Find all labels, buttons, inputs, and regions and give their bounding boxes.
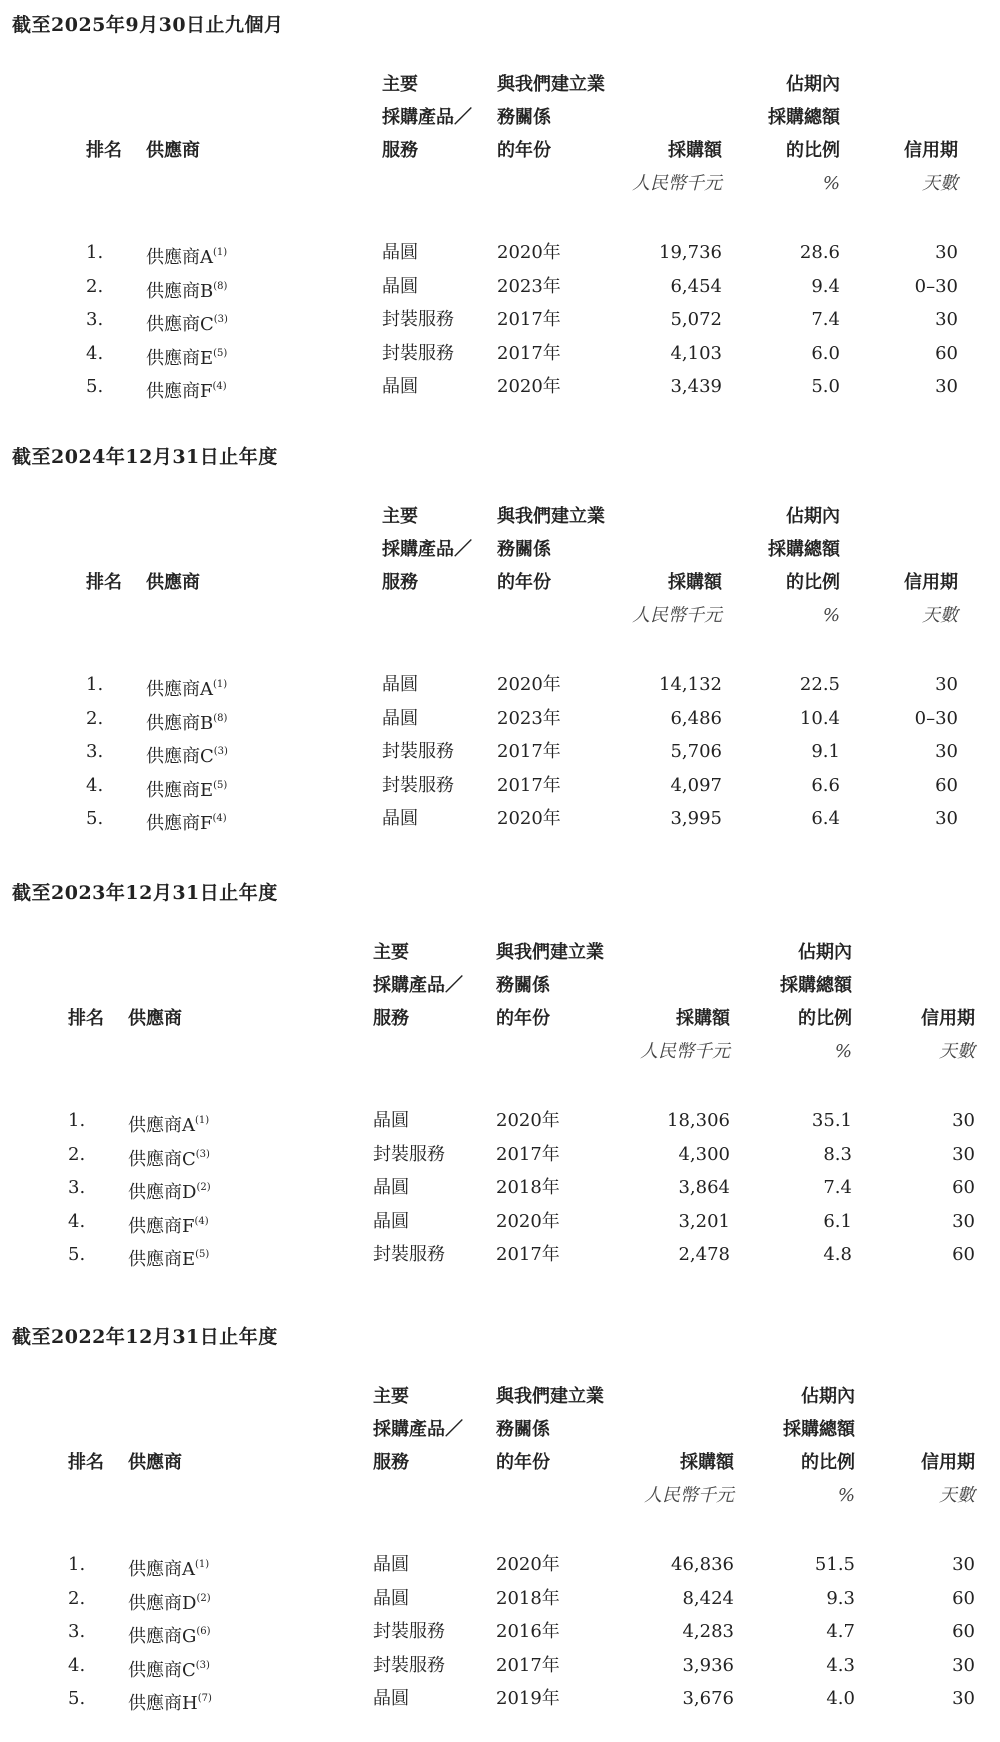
footnote-ref: (7) xyxy=(197,1693,212,1704)
header-product: 服務 xyxy=(382,140,418,161)
credit-unit: 天數 xyxy=(939,1041,975,1062)
row-supplier xyxy=(128,1554,209,1581)
row-year: 2017年 xyxy=(496,1244,560,1265)
row-product: 封裝服務 xyxy=(382,774,454,796)
row-amount: 4,283 xyxy=(682,1621,734,1642)
row-product: 晶圓 xyxy=(382,275,418,297)
row-credit: 30 xyxy=(935,242,958,263)
row-product: 晶圓 xyxy=(373,1554,409,1575)
row-credit: 0–30 xyxy=(914,707,958,729)
footnote-ref: (1) xyxy=(213,247,228,258)
row-supplier xyxy=(128,1588,211,1615)
row-ratio: 8.3 xyxy=(823,1143,852,1165)
header-years: 務關係 xyxy=(496,1419,550,1440)
row-amount: 5,706 xyxy=(670,741,722,762)
header-years: 的年份 xyxy=(496,1452,550,1473)
header-product: 服務 xyxy=(373,1452,409,1473)
row-supplier xyxy=(146,276,227,303)
row-credit: 30 xyxy=(952,1210,975,1232)
header-product: 主要 xyxy=(373,1386,409,1407)
row-amount: 14,132 xyxy=(659,674,722,695)
header-product: 採購產品／ xyxy=(373,975,463,996)
section-4 xyxy=(0,1322,1000,1742)
row-year: 2020年 xyxy=(497,376,561,397)
row-product: 晶圓 xyxy=(373,1688,409,1709)
header-amount: 採購額 xyxy=(680,1452,734,1473)
row-rank: 3. xyxy=(68,1621,86,1642)
header-amount: 採購額 xyxy=(676,1008,730,1029)
header-product: 主要 xyxy=(382,74,418,95)
row-supplier xyxy=(128,1110,209,1137)
row-amount: 4,300 xyxy=(678,1143,730,1165)
row-supplier xyxy=(146,708,227,735)
row-credit: 30 xyxy=(952,1554,975,1575)
row-credit: 30 xyxy=(935,674,958,695)
footnote-ref: (3) xyxy=(213,314,228,325)
credit-unit: 天數 xyxy=(939,1485,975,1506)
supplier-name: 供應商B xyxy=(146,712,214,734)
row-amount: 2,478 xyxy=(678,1244,730,1265)
row-ratio: 35.1 xyxy=(811,1110,852,1131)
section-title: 截至2024年12月31日止年度 xyxy=(12,446,278,468)
header-years: 務關係 xyxy=(496,975,550,996)
footnote-ref: (3) xyxy=(195,1148,210,1160)
header-product: 採購產品／ xyxy=(373,1419,463,1440)
row-credit: 30 xyxy=(952,1110,975,1131)
header-supplier: 供應商 xyxy=(146,140,200,161)
row-credit: 30 xyxy=(935,309,958,330)
row-year: 2017年 xyxy=(496,1143,560,1165)
row-year: 2016年 xyxy=(496,1621,560,1642)
row-supplier xyxy=(146,674,227,701)
row-product: 封裝服務 xyxy=(373,1654,445,1676)
header-ratio: 的比例 xyxy=(786,140,840,161)
supplier-name: 供應商G xyxy=(128,1626,197,1647)
row-supplier xyxy=(128,1211,209,1238)
row-rank: 2. xyxy=(68,1587,86,1609)
row-product: 封裝服務 xyxy=(373,1621,445,1642)
row-product: 晶圓 xyxy=(373,1210,409,1232)
section-3 xyxy=(0,878,1000,1298)
header-ratio: 的比例 xyxy=(798,1008,852,1029)
row-supplier xyxy=(146,775,227,802)
row-supplier xyxy=(146,343,227,370)
row-product: 晶圓 xyxy=(382,808,418,829)
footnote-ref: (6) xyxy=(196,1626,211,1637)
row-product: 晶圓 xyxy=(382,376,418,397)
row-amount: 3,439 xyxy=(670,376,722,397)
section-2 xyxy=(0,442,1000,862)
row-year: 2020年 xyxy=(497,674,561,695)
supplier-name: 供應商E xyxy=(146,779,214,801)
row-ratio: 6.4 xyxy=(811,808,840,829)
row-rank: 5. xyxy=(68,1688,86,1709)
row-credit: 0–30 xyxy=(914,275,958,297)
row-rank: 4. xyxy=(68,1210,86,1232)
row-supplier xyxy=(128,1177,211,1204)
row-year: 2017年 xyxy=(497,774,561,796)
row-credit: 60 xyxy=(952,1244,975,1265)
row-supplier xyxy=(128,1621,211,1648)
row-year: 2020年 xyxy=(496,1210,560,1232)
row-credit: 30 xyxy=(952,1143,975,1165)
header-ratio: 採購總額 xyxy=(783,1419,855,1440)
section-title: 截至2023年12月31日止年度 xyxy=(12,882,278,904)
row-year: 2017年 xyxy=(496,1654,560,1676)
row-ratio: 4.8 xyxy=(823,1244,852,1265)
row-supplier xyxy=(146,242,227,269)
row-credit: 60 xyxy=(935,342,958,364)
header-product: 服務 xyxy=(373,1008,409,1029)
row-ratio: 9.4 xyxy=(811,275,840,297)
footnote-ref: (8) xyxy=(213,712,228,724)
row-amount: 5,072 xyxy=(670,309,722,330)
supplier-name: 供應商A xyxy=(128,1559,195,1580)
header-years: 務關係 xyxy=(497,539,551,560)
credit-unit: 天數 xyxy=(922,173,958,194)
header-credit: 信用期 xyxy=(921,1452,975,1473)
row-credit: 30 xyxy=(935,741,958,762)
row-rank: 5. xyxy=(86,376,104,397)
row-credit: 60 xyxy=(935,774,958,796)
row-ratio: 4.7 xyxy=(826,1621,855,1642)
row-ratio: 6.0 xyxy=(811,342,840,364)
row-year: 2018年 xyxy=(496,1177,560,1198)
row-product: 晶圓 xyxy=(373,1587,409,1609)
row-rank: 3. xyxy=(68,1177,86,1198)
row-rank: 3. xyxy=(86,741,104,762)
row-product: 封裝服務 xyxy=(382,342,454,364)
header-ratio: 的比例 xyxy=(801,1452,855,1473)
row-ratio: 7.4 xyxy=(823,1177,852,1198)
supplier-name: 供應商D xyxy=(128,1592,197,1614)
row-supplier xyxy=(146,376,227,403)
row-ratio: 51.5 xyxy=(814,1554,855,1575)
amount-unit: 人民幣千元 xyxy=(632,605,722,626)
row-rank: 1. xyxy=(68,1110,86,1131)
row-rank: 4. xyxy=(86,774,104,796)
row-supplier xyxy=(146,309,228,336)
header-ratio: 佔期內 xyxy=(801,1386,855,1407)
footnote-ref: (3) xyxy=(195,1659,210,1671)
row-product: 晶圓 xyxy=(382,242,418,263)
amount-unit: 人民幣千元 xyxy=(632,173,722,194)
row-rank: 2. xyxy=(86,275,104,297)
header-ratio: 佔期內 xyxy=(786,74,840,95)
row-ratio: 4.3 xyxy=(826,1654,855,1676)
row-year: 2020年 xyxy=(497,808,561,829)
supplier-name: 供應商E xyxy=(128,1249,196,1270)
row-amount: 3,864 xyxy=(678,1177,730,1198)
row-year: 2023年 xyxy=(497,275,561,297)
supplier-name: 供應商D xyxy=(128,1182,197,1203)
header-ratio: 佔期內 xyxy=(786,506,840,527)
header-ratio: 採購總額 xyxy=(780,975,852,996)
row-product: 封裝服務 xyxy=(373,1244,445,1265)
credit-unit: 天數 xyxy=(922,605,958,626)
footnote-ref: (8) xyxy=(213,280,228,292)
row-ratio: 6.1 xyxy=(823,1210,852,1232)
header-years: 與我們建立業 xyxy=(497,506,605,527)
row-rank: 5. xyxy=(68,1244,86,1265)
ratio-unit: % xyxy=(834,1041,852,1062)
row-rank: 1. xyxy=(86,674,104,695)
row-year: 2023年 xyxy=(497,707,561,729)
supplier-name: 供應商E xyxy=(146,347,214,369)
header-years: 的年份 xyxy=(496,1008,550,1029)
header-ratio: 採購總額 xyxy=(768,107,840,128)
header-ratio: 採購總額 xyxy=(768,539,840,560)
header-product: 服務 xyxy=(382,572,418,593)
header-product: 主要 xyxy=(382,506,418,527)
supplier-name: 供應商C xyxy=(128,1659,196,1681)
header-rank: 排名 xyxy=(68,1452,104,1473)
header-credit: 信用期 xyxy=(904,140,958,161)
row-rank: 3. xyxy=(86,309,104,330)
row-ratio: 28.6 xyxy=(799,242,840,263)
row-year: 2020年 xyxy=(496,1110,560,1131)
row-supplier xyxy=(128,1144,210,1171)
supplier-name: 供應商F xyxy=(146,813,213,834)
amount-unit: 人民幣千元 xyxy=(644,1485,734,1506)
row-ratio: 5.0 xyxy=(811,376,840,397)
footnote-ref: (5) xyxy=(213,779,228,791)
header-supplier: 供應商 xyxy=(128,1452,182,1473)
row-credit: 30 xyxy=(935,808,958,829)
row-amount: 3,936 xyxy=(682,1654,734,1676)
row-amount: 4,097 xyxy=(670,774,722,796)
header-years: 與我們建立業 xyxy=(496,942,604,963)
row-amount: 19,736 xyxy=(659,242,722,263)
ratio-unit: % xyxy=(822,173,840,194)
header-product: 採購產品／ xyxy=(382,539,472,560)
header-credit: 信用期 xyxy=(904,572,958,593)
row-product: 封裝服務 xyxy=(382,741,454,762)
header-ratio: 佔期內 xyxy=(798,942,852,963)
row-ratio: 6.6 xyxy=(811,774,840,796)
row-ratio: 9.1 xyxy=(811,741,840,762)
row-ratio: 7.4 xyxy=(811,309,840,330)
header-rank: 排名 xyxy=(86,572,122,593)
row-credit: 60 xyxy=(952,1621,975,1642)
supplier-name: 供應商H xyxy=(128,1693,198,1714)
row-year: 2020年 xyxy=(497,242,561,263)
row-amount: 46,836 xyxy=(671,1554,734,1575)
row-year: 2017年 xyxy=(497,342,561,364)
row-amount: 18,306 xyxy=(667,1110,730,1131)
supplier-name: 供應商A xyxy=(146,679,213,700)
row-product: 晶圓 xyxy=(373,1110,409,1131)
row-product: 封裝服務 xyxy=(382,309,454,330)
row-rank: 4. xyxy=(68,1654,86,1676)
supplier-name: 供應商C xyxy=(146,746,214,767)
header-product: 採購產品／ xyxy=(382,107,472,128)
supplier-name: 供應商B xyxy=(146,280,214,302)
section-1 xyxy=(0,10,1000,430)
header-rank: 排名 xyxy=(86,140,122,161)
header-years: 的年份 xyxy=(497,140,551,161)
row-supplier xyxy=(128,1244,209,1271)
footnote-ref: (1) xyxy=(213,679,228,690)
row-supplier xyxy=(128,1655,210,1682)
footnote-ref: (5) xyxy=(195,1249,210,1260)
header-product: 主要 xyxy=(373,942,409,963)
section-title: 截至2025年9月30日止九個月 xyxy=(12,14,284,36)
row-amount: 3,676 xyxy=(682,1688,734,1709)
ratio-unit: % xyxy=(822,605,840,626)
header-rank: 排名 xyxy=(68,1008,104,1029)
supplier-name: 供應商C xyxy=(128,1148,196,1170)
row-year: 2019年 xyxy=(496,1688,560,1709)
row-amount: 6,454 xyxy=(670,275,722,297)
row-year: 2017年 xyxy=(497,741,561,762)
row-ratio: 4.0 xyxy=(826,1688,855,1709)
footnote-ref: (4) xyxy=(212,381,227,392)
header-years: 與我們建立業 xyxy=(497,74,605,95)
row-credit: 30 xyxy=(935,376,958,397)
header-supplier: 供應商 xyxy=(146,572,200,593)
section-title: 截至2022年12月31日止年度 xyxy=(12,1326,278,1348)
row-supplier xyxy=(128,1688,212,1715)
row-rank: 2. xyxy=(68,1143,86,1165)
header-years: 務關係 xyxy=(497,107,551,128)
row-rank: 1. xyxy=(86,242,104,263)
row-credit: 30 xyxy=(952,1654,975,1676)
footnote-ref: (5) xyxy=(213,347,228,359)
footnote-ref: (3) xyxy=(213,746,228,757)
row-rank: 2. xyxy=(86,707,104,729)
header-years: 與我們建立業 xyxy=(496,1386,604,1407)
row-ratio: 10.4 xyxy=(799,707,840,729)
row-product: 晶圓 xyxy=(382,707,418,729)
row-supplier xyxy=(146,741,228,768)
ratio-unit: % xyxy=(837,1485,855,1506)
header-supplier: 供應商 xyxy=(128,1008,182,1029)
footnote-ref: (4) xyxy=(194,1215,209,1227)
header-years: 的年份 xyxy=(497,572,551,593)
footnote-ref: (2) xyxy=(196,1592,211,1604)
header-amount: 採購額 xyxy=(668,572,722,593)
row-supplier xyxy=(146,808,227,835)
supplier-name: 供應商C xyxy=(146,314,214,335)
row-year: 2018年 xyxy=(496,1587,560,1609)
row-product: 晶圓 xyxy=(373,1177,409,1198)
header-credit: 信用期 xyxy=(921,1008,975,1029)
row-amount: 4,103 xyxy=(670,342,722,364)
row-rank: 4. xyxy=(86,342,104,364)
footnote-ref: (1) xyxy=(195,1559,210,1570)
footnote-ref: (2) xyxy=(196,1182,211,1193)
row-credit: 30 xyxy=(952,1688,975,1709)
row-amount: 6,486 xyxy=(670,707,722,729)
supplier-name: 供應商F xyxy=(128,1215,195,1237)
row-ratio: 9.3 xyxy=(826,1587,855,1609)
row-amount: 8,424 xyxy=(682,1587,734,1609)
supplier-name: 供應商A xyxy=(128,1115,195,1136)
row-rank: 1. xyxy=(68,1554,86,1575)
row-ratio: 22.5 xyxy=(799,674,840,695)
row-amount: 3,201 xyxy=(678,1210,730,1232)
supplier-name: 供應商A xyxy=(146,247,213,268)
row-amount: 3,995 xyxy=(670,808,722,829)
row-product: 晶圓 xyxy=(382,674,418,695)
row-year: 2017年 xyxy=(497,309,561,330)
amount-unit: 人民幣千元 xyxy=(640,1041,730,1062)
supplier-name: 供應商F xyxy=(146,381,213,402)
row-rank: 5. xyxy=(86,808,104,829)
row-credit: 60 xyxy=(952,1177,975,1198)
footnote-ref: (1) xyxy=(195,1115,210,1126)
header-ratio: 的比例 xyxy=(786,572,840,593)
header-amount: 採購額 xyxy=(668,140,722,161)
row-credit: 60 xyxy=(952,1587,975,1609)
row-product: 封裝服務 xyxy=(373,1143,445,1165)
footnote-ref: (4) xyxy=(212,813,227,824)
row-year: 2020年 xyxy=(496,1554,560,1575)
